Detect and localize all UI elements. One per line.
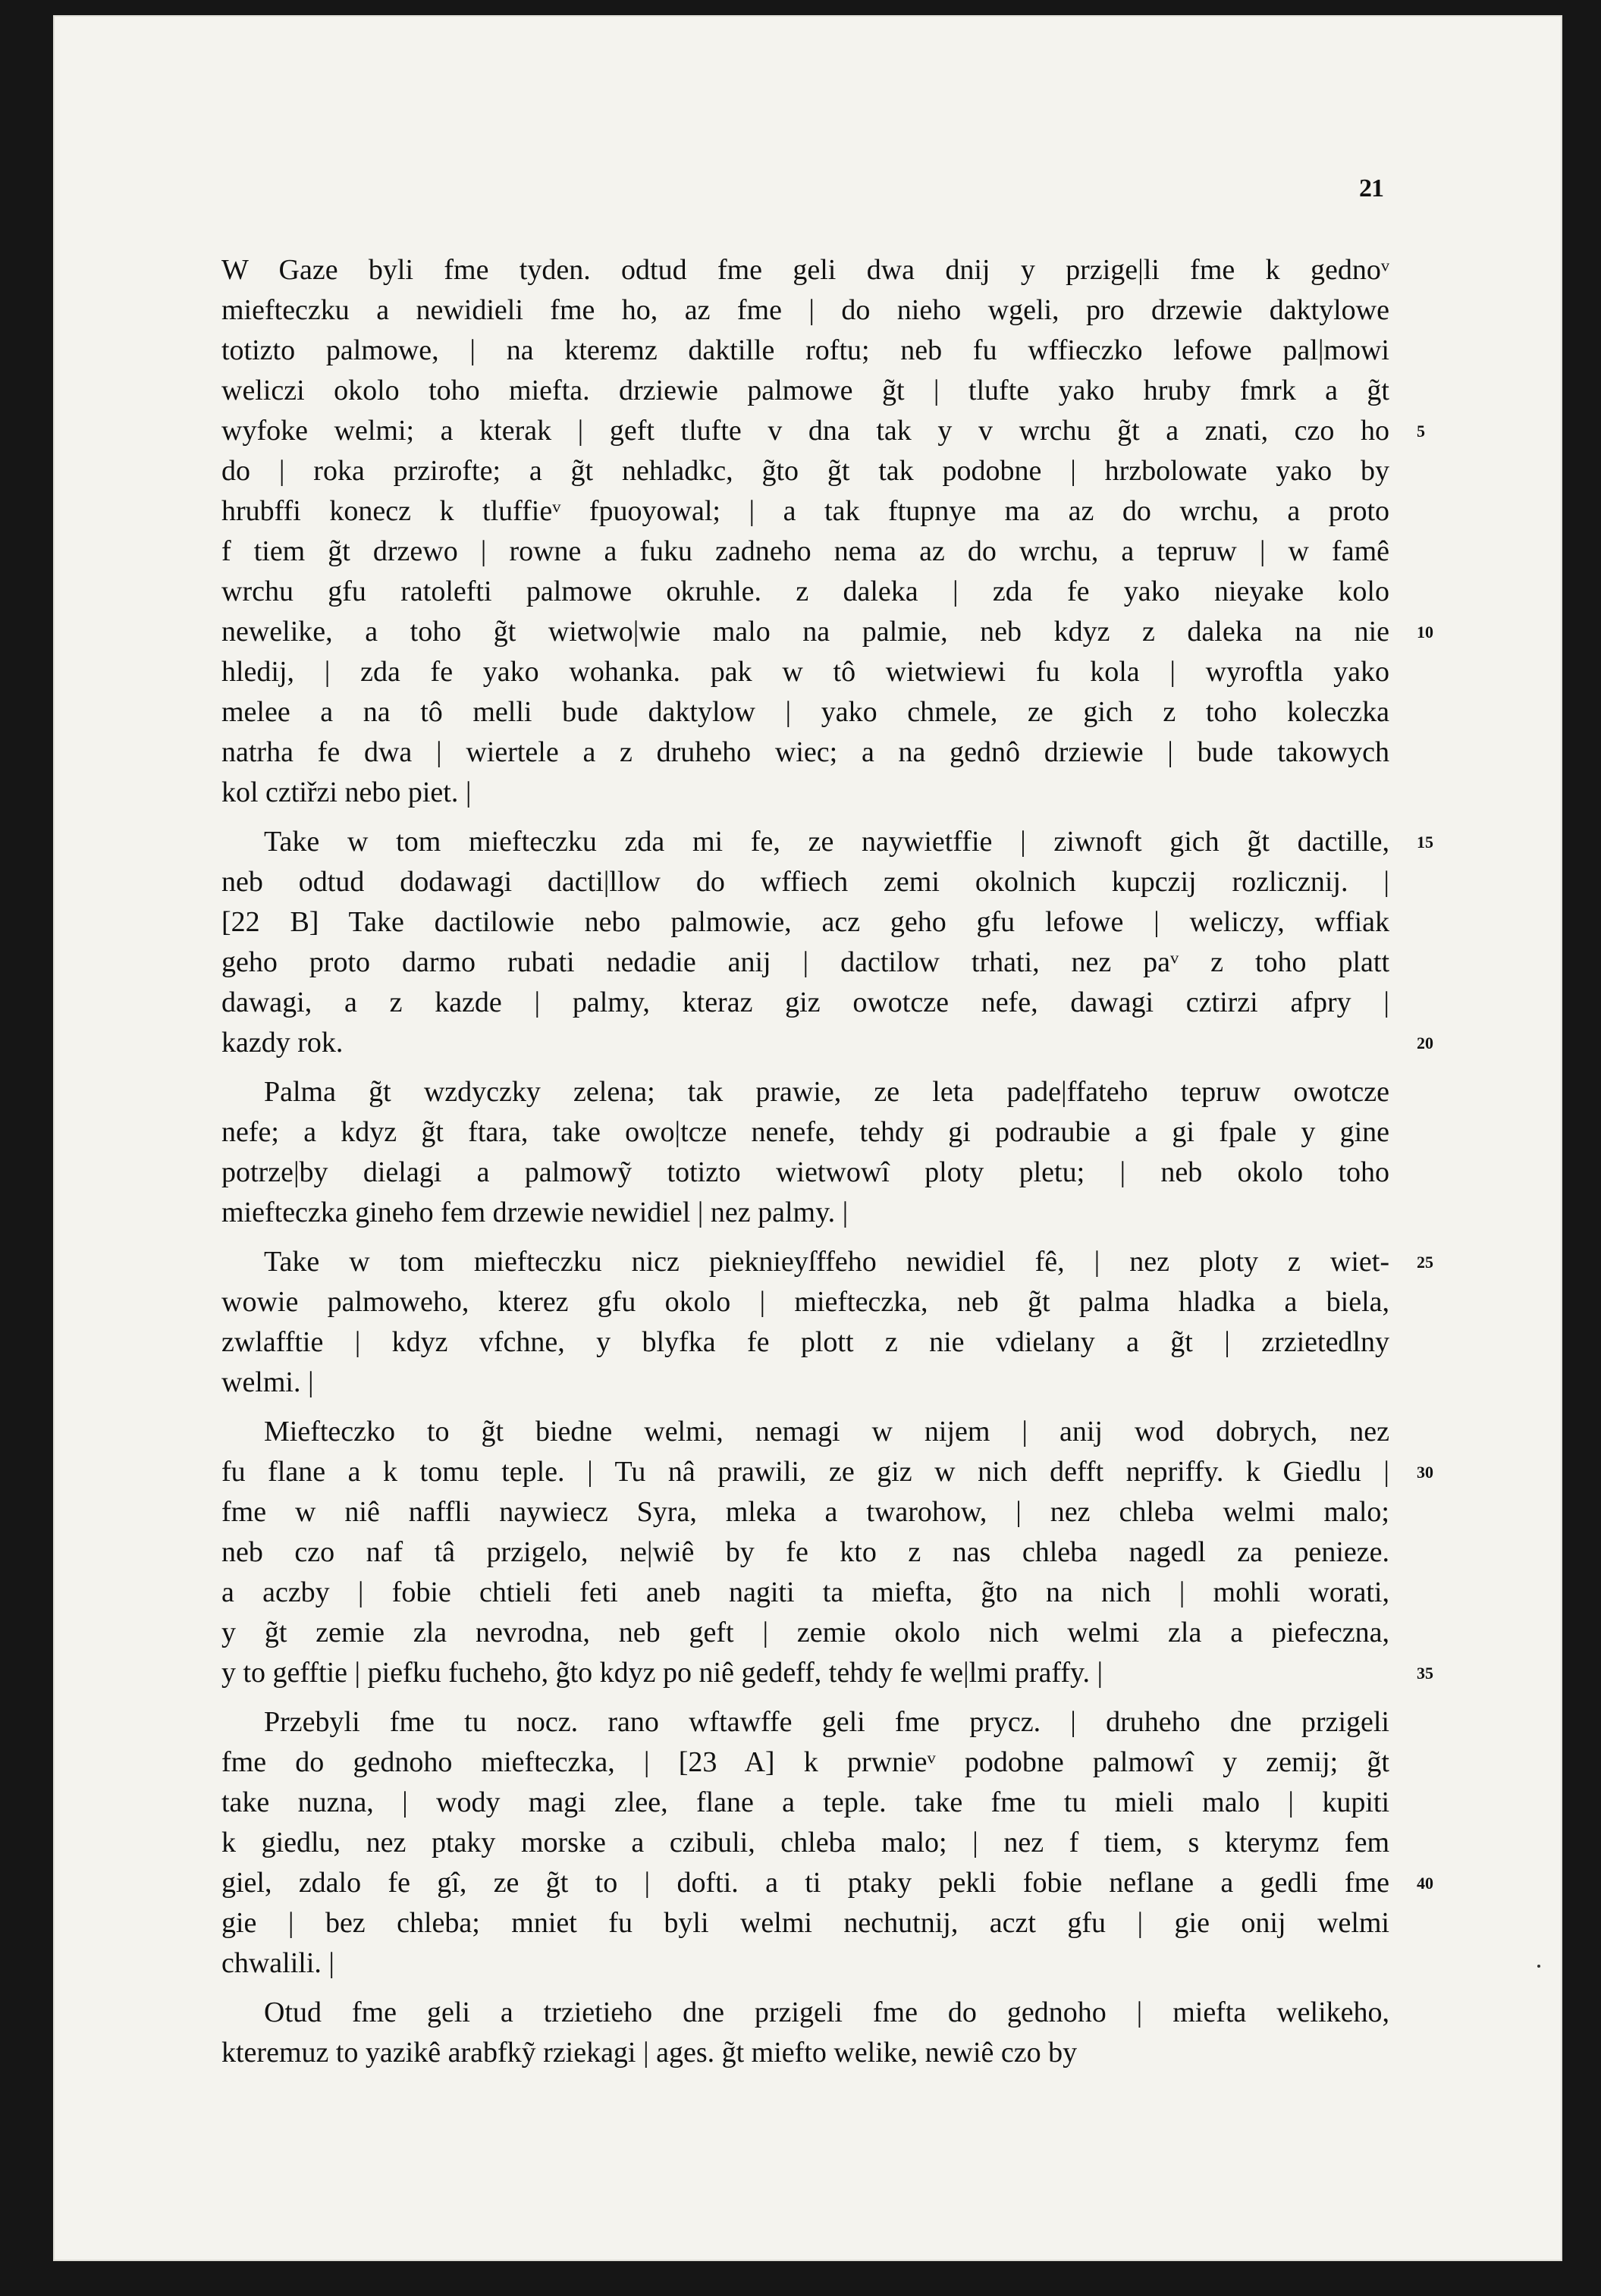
text-line: dawagi, a z kazde | palmy, kteraz giz owotcze nefe, dawagi cztirzi afpry |: [221, 986, 1389, 1018]
text-line: Palma g̃t wzdyczky zelena; tak prawie, ze leta pade|ffateho tepruw owotcze: [264, 1076, 1389, 1108]
paragraph: [221, 1242, 1389, 1403]
text-line: Przebyli fme tu nocz. rano wftawffe geli fme prycz. | druheho dne przigeli: [264, 1706, 1389, 1738]
text-line: natrha fe dwa | wiertele a z druheho wiec; a na gednô drziewie | bude takowych: [221, 736, 1389, 768]
text-line: geho proto darmo rubati nedadie anij | dactilow trhati, nez paᵛ z toho platt: [221, 946, 1389, 978]
paragraph-gap: [221, 1984, 1389, 1993]
paragraph: [221, 1993, 1389, 2073]
text-line: newelike, a toho g̃t wietwo|wie malo na palmie, neb kdyz z daleka na nie: [221, 616, 1389, 648]
line-number: 35: [1417, 1664, 1433, 1683]
text-line: k giedlu, nez ptaky morske a czibuli, chleba malo; | nez f tiem, s kterymz fem: [221, 1827, 1389, 1858]
text-line: miefteczka gineho fem drzewie newidiel | nez palmy. |: [221, 1197, 849, 1228]
paragraph-gap: [221, 1693, 1389, 1702]
document-page: [53, 15, 1562, 2261]
line-number: 30: [1417, 1463, 1433, 1482]
text-line: do | roka przirofte; a g̃t nehladkc, g̃to g̃t tak podobne | hrzbolowate yako by: [221, 455, 1389, 487]
text-line: W Gaze byli fme tyden. odtud fme geli dwa dnij y przige|li fme k gednoᵛ: [221, 254, 1389, 286]
line-number: 10: [1417, 623, 1433, 641]
text-line: [22 B] Take dactilowie nebo palmowie, acz geho gfu lefowe | weliczy, wffiak: [221, 906, 1389, 938]
paragraph: [221, 1412, 1389, 1693]
paragraph-gap: [221, 1403, 1389, 1412]
text-line: zwlafftie | kdyz vfchne, y blyfka fe plott z nie vdielany a g̃t | zrzietedlny: [221, 1326, 1389, 1358]
text-line: gie | bez chleba; mniet fu byli welmi nechutnij, aczt gfu | gie onij welmi: [221, 1907, 1389, 1939]
text-line: Otud fme geli a trzietieho dne przigeli fme do gednoho | miefta welikeho,: [264, 1996, 1389, 2028]
text-line: kazdy rok.: [221, 1027, 344, 1059]
text-line: Take w tom miefteczku nicz pieknieyſffeho newidiel fê, | nez ploty z wiet-: [264, 1246, 1389, 1278]
paragraph: [221, 250, 1389, 813]
text-line: neb czo naf tâ przigelo, ne|wiê by fe kto z nas chleba nagedl za penieze.: [221, 1536, 1389, 1568]
text-line: hrubffi konecz k tluffieᵛ fpuoyowal; | a tak ftupnye ma az do wrchu, a proto: [221, 495, 1389, 527]
text-line: kteremuz to yazikê arabfkỹ rziekagi | ages. g̃t miefto welike, newiê czo by: [221, 2037, 1078, 2069]
paragraph-gap: [221, 1233, 1389, 1242]
paragraph: [221, 1702, 1389, 1984]
text-line: wowie palmoweho, kterez gfu okolo | miefteczka, neb g̃t palma hladka a biela,: [221, 1286, 1389, 1318]
paragraph: [221, 822, 1389, 1063]
scan-speck: [1537, 1965, 1540, 1968]
text-line: kol cztiřzi nebo piet. |: [221, 776, 472, 808]
line-number: 5: [1417, 422, 1425, 441]
page-number: 21: [1359, 174, 1383, 202]
text-line: fme do gednoho miefteczka, | [23 A] k prwnieᵛ podobne palmowî y zemij; g̃t: [221, 1746, 1389, 1778]
text-line: Miefteczko to g̃t biedne welmi, nemagi w nijem | anij wod dobrych, nez: [264, 1416, 1389, 1448]
text-line: wyfoke welmi; a kterak | geft tlufte v dna tak y v wrchu g̃t a znati, czo ho: [221, 415, 1389, 447]
text-line: nefe; a kdyz g̃t ftara, take owo|tcze nenefe, tehdy gi podraubie a gi fpale y gine: [221, 1116, 1389, 1148]
body-text: [221, 250, 1389, 2073]
text-line: y to gefftie | piefku fucheho, g̃to kdyz po niê gedeff, tehdy fe we|lmi praffy. |: [221, 1657, 1103, 1689]
text-line: melee a na tô melli bude daktylow | yako chmele, ze gich z toho koleczka: [221, 696, 1389, 728]
line-number: 15: [1417, 833, 1433, 852]
text-line: giel, zdalo fe gî, ze g̃t to | dofti. a ti ptaky pekli fobie neflane a gedli fme: [221, 1867, 1389, 1899]
line-number: 20: [1417, 1034, 1433, 1052]
text-line: potrze|by dielagi a palmowỹ totizto wietwowî ploty pletu; | neb okolo toho: [221, 1156, 1389, 1188]
text-line: f tiem g̃t drzewo | rowne a fuku zadneho nema az do wrchu, a tepruw | w famê: [221, 535, 1389, 567]
text-line: welmi. |: [221, 1366, 314, 1398]
text-line: Take w tom miefteczku zda mi fe, ze naywietffie | ziwnoft gich g̃t dactille,: [264, 826, 1389, 858]
text-line: chwalili. |: [221, 1947, 335, 1979]
text-line: fu flane a k tomu teple. | Tu nâ prawili, ze giz w nich defft nepriffy. k Giedlu |: [221, 1456, 1389, 1488]
text-line: totizto palmowe, | na kteremz daktille roftu; neb fu wffieczko lefowe pal|mowi: [221, 334, 1389, 366]
paragraph-gap: [221, 813, 1389, 822]
text-line: weliczi okolo toho miefta. drziewie palmowe g̃t | tlufte yako hruby fmrk a g̃t: [221, 375, 1389, 406]
text-line: miefteczku a newidieli fme ho, az fme | do nieho wgeli, pro drzewie daktylowe: [221, 294, 1389, 326]
text-line: hledij, | zda fe yako wohanka. pak w tô wietwiewi fu kola | wyroftla yako: [221, 656, 1389, 688]
paragraph: [221, 1072, 1389, 1233]
text-line: neb odtud dodawagi dacti|llow do wffiech zemi okolnich kupczij rozlicznij. |: [221, 866, 1389, 898]
line-number: 25: [1417, 1253, 1433, 1272]
text-line: a aczby | fobie chtieli feti aneb nagiti ta miefta, g̃to na nich | mohli worati,: [221, 1576, 1389, 1608]
paragraph-gap: [221, 1063, 1389, 1072]
text-line: take nuzna, | wody magi zlee, flane a teple. take fme tu mieli malo | kupiti: [221, 1786, 1389, 1818]
text-line: wrchu gfu ratolefti palmowe okruhle. z daleka | zda fe yako nieyake kolo: [221, 576, 1389, 607]
text-line: y g̃t zemie zla nevrodna, neb geft | zemie okolo nich welmi zla a piefeczna,: [221, 1617, 1389, 1648]
text-line: fme w niê naffli naywiecz Syra, mleka a twarohow, | nez chleba welmi malo;: [221, 1496, 1389, 1528]
line-number: 40: [1417, 1874, 1433, 1893]
